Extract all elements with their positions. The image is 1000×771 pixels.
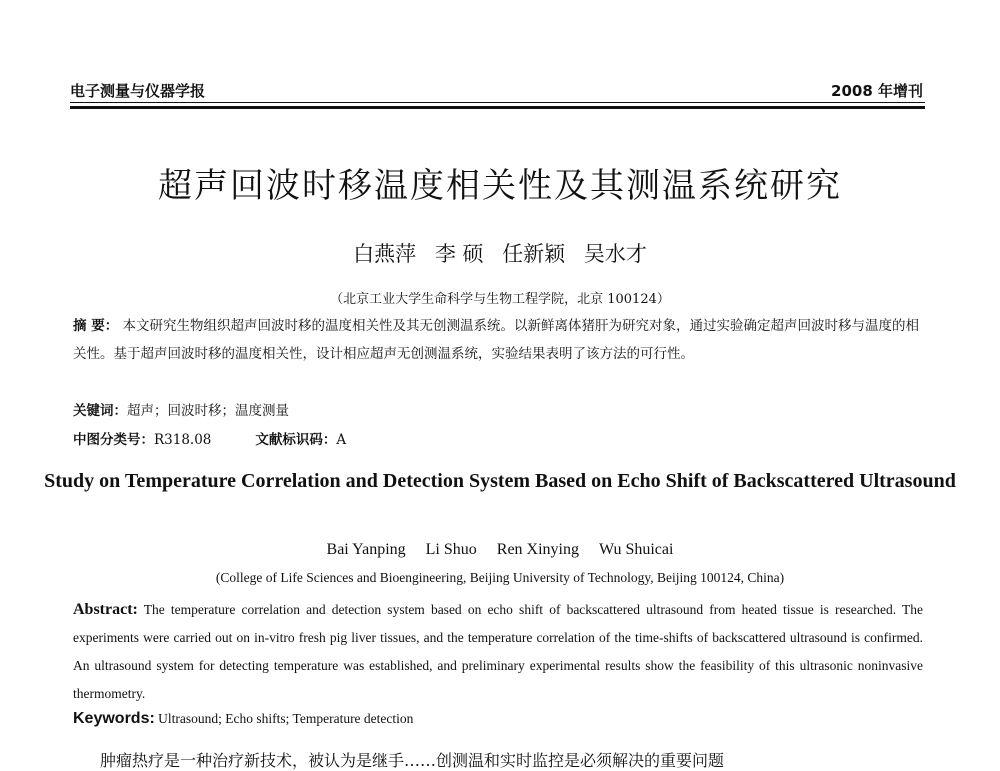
abstract-english xyxy=(73,596,923,708)
author-cn: 李 硕 xyxy=(434,242,484,266)
authors-english xyxy=(0,541,1000,559)
author-en: Ren Xinying xyxy=(496,541,579,558)
clc-value: R318.08 xyxy=(154,432,212,448)
issue-label: 2008 年增刊 xyxy=(831,82,923,100)
keywords-en-label: Keywords: xyxy=(73,710,155,727)
author-cn: 任新颖 xyxy=(502,242,566,266)
abstract-en-text: The temperature correlation and detection system based on echo shift of backscattered ultrasound from heated tissue is researched. The experiments were carried out on in-vitro fresh pig liver tissues, and the temperature correlation of the time-shifts of backscattered ultrasound is confirmed. An ultrasound system for detecting temperature was established, and preliminary experimental results show the feasibility of this ultrasonic noninvasive thermometry. xyxy=(73,602,923,701)
keywords-english xyxy=(73,710,413,728)
running-header xyxy=(70,80,925,102)
header-rule-thin xyxy=(70,102,925,103)
author-en: Li Shuo xyxy=(425,541,477,558)
author-en: Wu Shuicai xyxy=(599,541,674,558)
abstract-en-label: Abstract: xyxy=(73,601,138,618)
affiliation-chinese: （北京工业大学生命科学与生物工程学院，北京 100124） xyxy=(330,292,670,307)
abstract-cn-text: 本文研究生物组织超声回波时移的温度相关性及其无创测温系统。以新鲜离体猪肝为研究对象，通过实验确定超声回波时移与温度的相关性。基于超声回波时移的温度相关性，设计相应超声无创测温系统，实验结果表明了该方法的可行性。 xyxy=(73,318,919,362)
author-cn: 吴水才 xyxy=(583,242,647,266)
doc-code-label: 文献标识码： xyxy=(255,432,337,448)
author-en: Bai Yanping xyxy=(326,541,406,558)
author-cn: 白燕萍 xyxy=(353,242,417,266)
keywords-en-text: Ultrasound; Echo shifts; Temperature detection xyxy=(158,711,414,726)
authors-chinese xyxy=(0,238,1000,268)
abstract-cn-label: 摘 要： xyxy=(73,318,119,334)
journal-name: 电子测量与仪器学报 xyxy=(70,82,206,100)
clc-label: 中图分类号： xyxy=(73,432,154,448)
keywords-cn-text: 超声；回波时移；温度测量 xyxy=(127,403,289,419)
body-text-first-line: 肿瘤热疗是一种治疗新技术，被认为是继手……创测温和实时监控是必须解决的重要问题 xyxy=(100,751,725,770)
abstract-chinese xyxy=(73,312,923,368)
header-rule-thick xyxy=(70,106,925,109)
keywords-chinese xyxy=(73,399,289,419)
affiliation-english: (College of Life Sciences and Bioengineering, Beijing University of Technology, Beijing 100124, China) xyxy=(215,570,785,585)
doc-code-value: A xyxy=(336,432,347,448)
title-english: Study on Temperature Correlation and Detection System Based on Echo Shift of Backscattered Ultrasound xyxy=(44,470,956,492)
classification-chinese xyxy=(73,428,346,448)
title-chinese: 超声回波时移温度相关性及其测温系统研究 xyxy=(158,166,842,206)
keywords-cn-label: 关键词： xyxy=(73,403,127,419)
